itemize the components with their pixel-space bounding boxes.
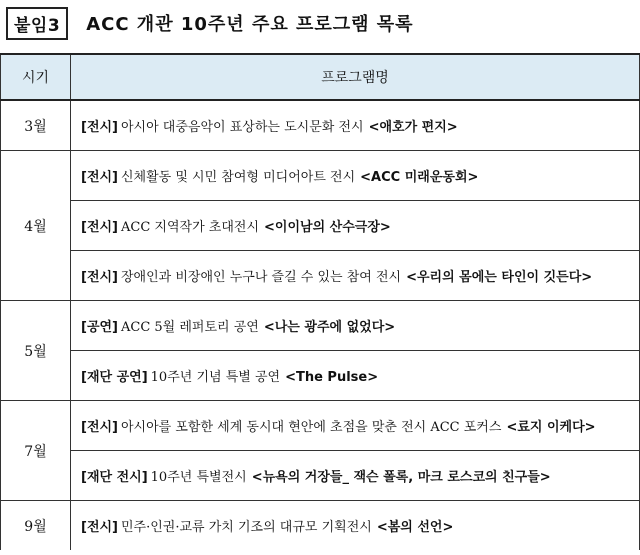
attachment-badge: 붙임3	[6, 7, 68, 40]
column-header-program: 프로그램명	[71, 54, 640, 100]
program-category: [전시]	[81, 420, 118, 435]
program-title: <봄의 선언>	[376, 520, 454, 535]
table-row	[1, 501, 640, 551]
month-cell: 7월	[1, 401, 71, 501]
program-description: 아시아를 포함한 세계 동시대 현안에 초점을 맞춘 전시 ACC 포커스	[121, 420, 502, 435]
program-category: [재단 공연]	[81, 370, 148, 385]
program-category: [공연]	[81, 320, 118, 335]
program-cell	[71, 301, 640, 351]
table-row	[1, 301, 640, 351]
program-category: [전시]	[81, 520, 118, 535]
program-title: <ACC 미래운동회>	[360, 170, 479, 185]
program-title: <이이남의 산수극장>	[264, 220, 391, 235]
program-title: <료지 이케다>	[506, 420, 596, 435]
program-category: [전시]	[81, 170, 118, 185]
program-description: 민주·인권·교류 가치 기조의 대규모 기획전시	[121, 520, 372, 535]
program-cell	[71, 100, 640, 151]
document-header	[6, 6, 414, 40]
document-title: ACC 개관 10주년 주요 프로그램 목록	[86, 14, 414, 35]
table-header-row	[1, 54, 640, 100]
program-description: ACC 5월 레퍼토리 공연	[121, 320, 259, 335]
month-cell: 4월	[1, 151, 71, 301]
table-row	[1, 351, 640, 401]
program-cell	[71, 351, 640, 401]
program-description: 신체활동 및 시민 참여형 미디어아트 전시	[121, 170, 356, 185]
table-row	[1, 251, 640, 301]
table-row	[1, 151, 640, 201]
month-cell: 9월	[1, 501, 71, 551]
program-title: <뉴욕의 거장들_ 잭슨 폴록, 마크 로스코의 친구들>	[251, 470, 551, 485]
table-row	[1, 201, 640, 251]
program-title: <우리의 몸에는 타인이 깃든다>	[406, 270, 593, 285]
table-row	[1, 451, 640, 501]
program-category: [전시]	[81, 270, 118, 285]
program-description: 10주년 기념 특별 공연	[150, 370, 281, 385]
program-cell	[71, 201, 640, 251]
program-title: <애호가 편지>	[368, 120, 458, 135]
program-description: 장애인과 비장애인 누구나 즐길 수 있는 참여 전시	[121, 270, 402, 285]
program-description: ACC 지역작가 초대전시	[121, 220, 260, 235]
table-row	[1, 401, 640, 451]
program-table	[0, 53, 640, 550]
program-cell	[71, 451, 640, 501]
table-body	[1, 100, 640, 550]
program-category: [전시]	[81, 120, 118, 135]
program-cell	[71, 251, 640, 301]
program-category: [재단 전시]	[81, 470, 148, 485]
program-cell	[71, 151, 640, 201]
program-description: 10주년 특별전시	[150, 470, 247, 485]
table-row	[1, 100, 640, 151]
program-description: 아시아 대중음악이 표상하는 도시문화 전시	[121, 120, 364, 135]
month-cell: 3월	[1, 100, 71, 151]
column-header-month: 시기	[1, 54, 71, 100]
program-cell	[71, 501, 640, 551]
month-cell: 5월	[1, 301, 71, 401]
program-title: <나는 광주에 없었다>	[263, 320, 396, 335]
program-title: <The Pulse>	[285, 370, 379, 385]
program-cell	[71, 401, 640, 451]
program-category: [전시]	[81, 220, 118, 235]
